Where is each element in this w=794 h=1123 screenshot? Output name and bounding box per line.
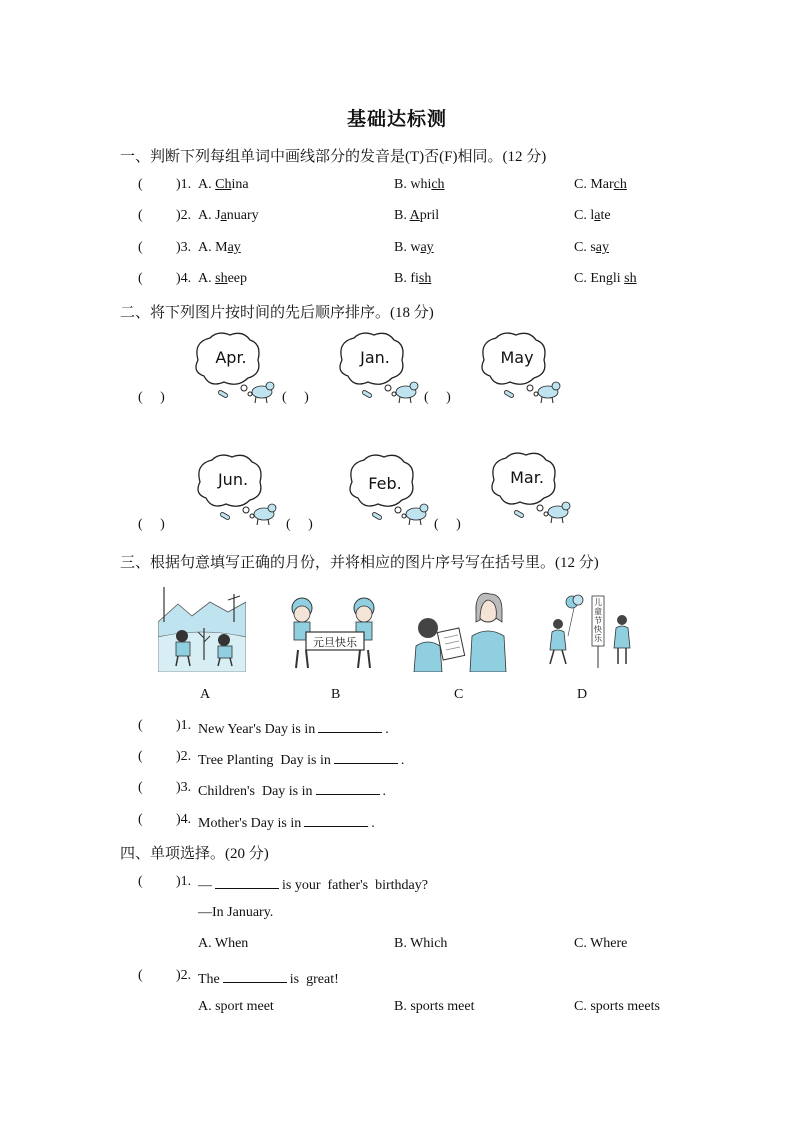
picture-label-b: B xyxy=(331,687,341,702)
bubble-month-label: Jun. xyxy=(217,470,249,489)
banner-text: 元旦快乐 xyxy=(313,636,357,649)
picture-label-c: C xyxy=(454,687,464,702)
section-1-heading: 一、判断下列每组单词中画线部分的发音是(T)否(F)相同。(12 分) xyxy=(120,149,547,165)
option-a: A. China xyxy=(198,177,249,192)
thought-bubble-icon xyxy=(190,452,280,532)
option-b[interactable]: B. sports meet xyxy=(394,999,475,1014)
bubble-month-label: Apr. xyxy=(215,348,247,367)
thought-bubble-icon xyxy=(188,330,278,410)
option-a: A. January xyxy=(198,208,259,223)
option-b: B. which xyxy=(394,177,445,192)
item-number: )2. xyxy=(176,749,192,764)
picture-d-childrens-day xyxy=(540,592,640,672)
answer-text: —In January. xyxy=(198,905,274,920)
children-balloon-icon xyxy=(540,592,640,672)
item-number: )4. xyxy=(176,812,192,827)
blank-input[interactable] xyxy=(316,780,380,795)
bubble-month-label: Mar. xyxy=(510,468,544,487)
answer-paren[interactable]: ( xyxy=(138,968,143,983)
picture-a-tree-planting xyxy=(158,582,246,672)
section-2-heading: 二、将下列图片按时间的先后顺序排序。(18 分) xyxy=(120,305,434,321)
option-c: C. say xyxy=(574,240,610,255)
answer-paren[interactable]: ( ) xyxy=(138,390,165,405)
blank-input[interactable] xyxy=(318,718,382,733)
fill-sentence: New Year's Day is in . xyxy=(198,718,389,738)
option-c[interactable]: C. Where xyxy=(574,936,628,951)
question-text: — is your father's birthday? xyxy=(198,874,428,894)
answer-paren[interactable]: ( xyxy=(138,208,143,223)
item-number: )1. xyxy=(176,177,192,192)
option-c: C. March xyxy=(574,177,627,192)
option-a: A. sheep xyxy=(198,271,248,286)
option-a[interactable]: A. When xyxy=(198,936,249,951)
answer-paren[interactable]: ( ) xyxy=(282,390,309,405)
blank-input[interactable] xyxy=(215,874,279,889)
option-b: B. way xyxy=(394,240,434,255)
item-number: )3. xyxy=(176,240,192,255)
thought-bubble-icon xyxy=(484,450,574,530)
answer-paren[interactable]: ( xyxy=(138,718,143,733)
month-bubble-picture xyxy=(484,450,574,530)
option-c[interactable]: C. sports meets xyxy=(574,999,660,1014)
answer-paren[interactable]: ( xyxy=(138,780,143,795)
thought-bubble-icon xyxy=(474,330,564,410)
option-b[interactable]: B. Which xyxy=(394,936,448,951)
bubble-month-label: Feb. xyxy=(368,474,402,493)
fill-sentence: Mother's Day is in . xyxy=(198,812,375,832)
item-number: )3. xyxy=(176,780,192,795)
month-bubble-picture xyxy=(342,452,432,532)
picture-c-mothers-day xyxy=(410,592,510,672)
section-4-heading: 四、单项选择。(20 分) xyxy=(120,846,269,862)
month-bubble-picture xyxy=(332,330,422,410)
item-number: )1. xyxy=(176,718,192,733)
answer-paren[interactable]: ( xyxy=(138,177,143,192)
answer-paren[interactable]: ( xyxy=(138,271,143,286)
month-bubble-picture xyxy=(474,330,564,410)
option-a: A. May xyxy=(198,240,241,255)
picture-label-d: D xyxy=(577,687,588,702)
blank-input[interactable] xyxy=(223,968,287,983)
item-number: )1. xyxy=(176,874,192,889)
picture-b-new-year xyxy=(284,594,382,672)
page-title: 基础达标测 xyxy=(346,109,447,130)
item-number: )4. xyxy=(176,271,192,286)
bubble-month-label: May xyxy=(500,348,534,367)
question-text: The is great! xyxy=(198,968,339,988)
option-a[interactable]: A. sport meet xyxy=(198,999,274,1014)
section-3-heading: 三、根据句意填写正确的月份，并将相应的图片序号写在括号里。(12 分) xyxy=(120,555,599,571)
answer-paren[interactable]: ( xyxy=(138,749,143,764)
month-bubble-picture xyxy=(188,330,278,410)
answer-paren[interactable]: ( xyxy=(138,874,143,889)
fill-sentence: Tree Planting Day is in . xyxy=(198,749,404,769)
sign-text: 儿童节快乐 xyxy=(594,598,602,643)
option-c: C. late xyxy=(574,208,611,223)
blank-input[interactable] xyxy=(304,812,368,827)
item-number: )2. xyxy=(176,968,192,983)
answer-paren[interactable]: ( ) xyxy=(424,390,451,405)
answer-paren[interactable]: ( ) xyxy=(286,517,313,532)
month-bubble-picture xyxy=(190,452,280,532)
item-number: )2. xyxy=(176,208,192,223)
option-c: C. Engli sh xyxy=(574,271,637,286)
bubble-month-label: Jan. xyxy=(360,348,390,367)
option-b: B. April xyxy=(394,208,440,223)
option-b: B. fish xyxy=(394,271,432,286)
answer-paren[interactable]: ( xyxy=(138,812,143,827)
answer-paren[interactable]: ( ) xyxy=(138,517,165,532)
thought-bubble-icon xyxy=(332,330,422,410)
blank-input[interactable] xyxy=(334,749,398,764)
fill-sentence: Children's Day is in . xyxy=(198,780,386,800)
answer-paren[interactable]: ( xyxy=(138,240,143,255)
answer-paren[interactable]: ( ) xyxy=(434,517,461,532)
picture-label-a: A xyxy=(200,687,211,702)
children-banner-icon xyxy=(284,594,382,672)
